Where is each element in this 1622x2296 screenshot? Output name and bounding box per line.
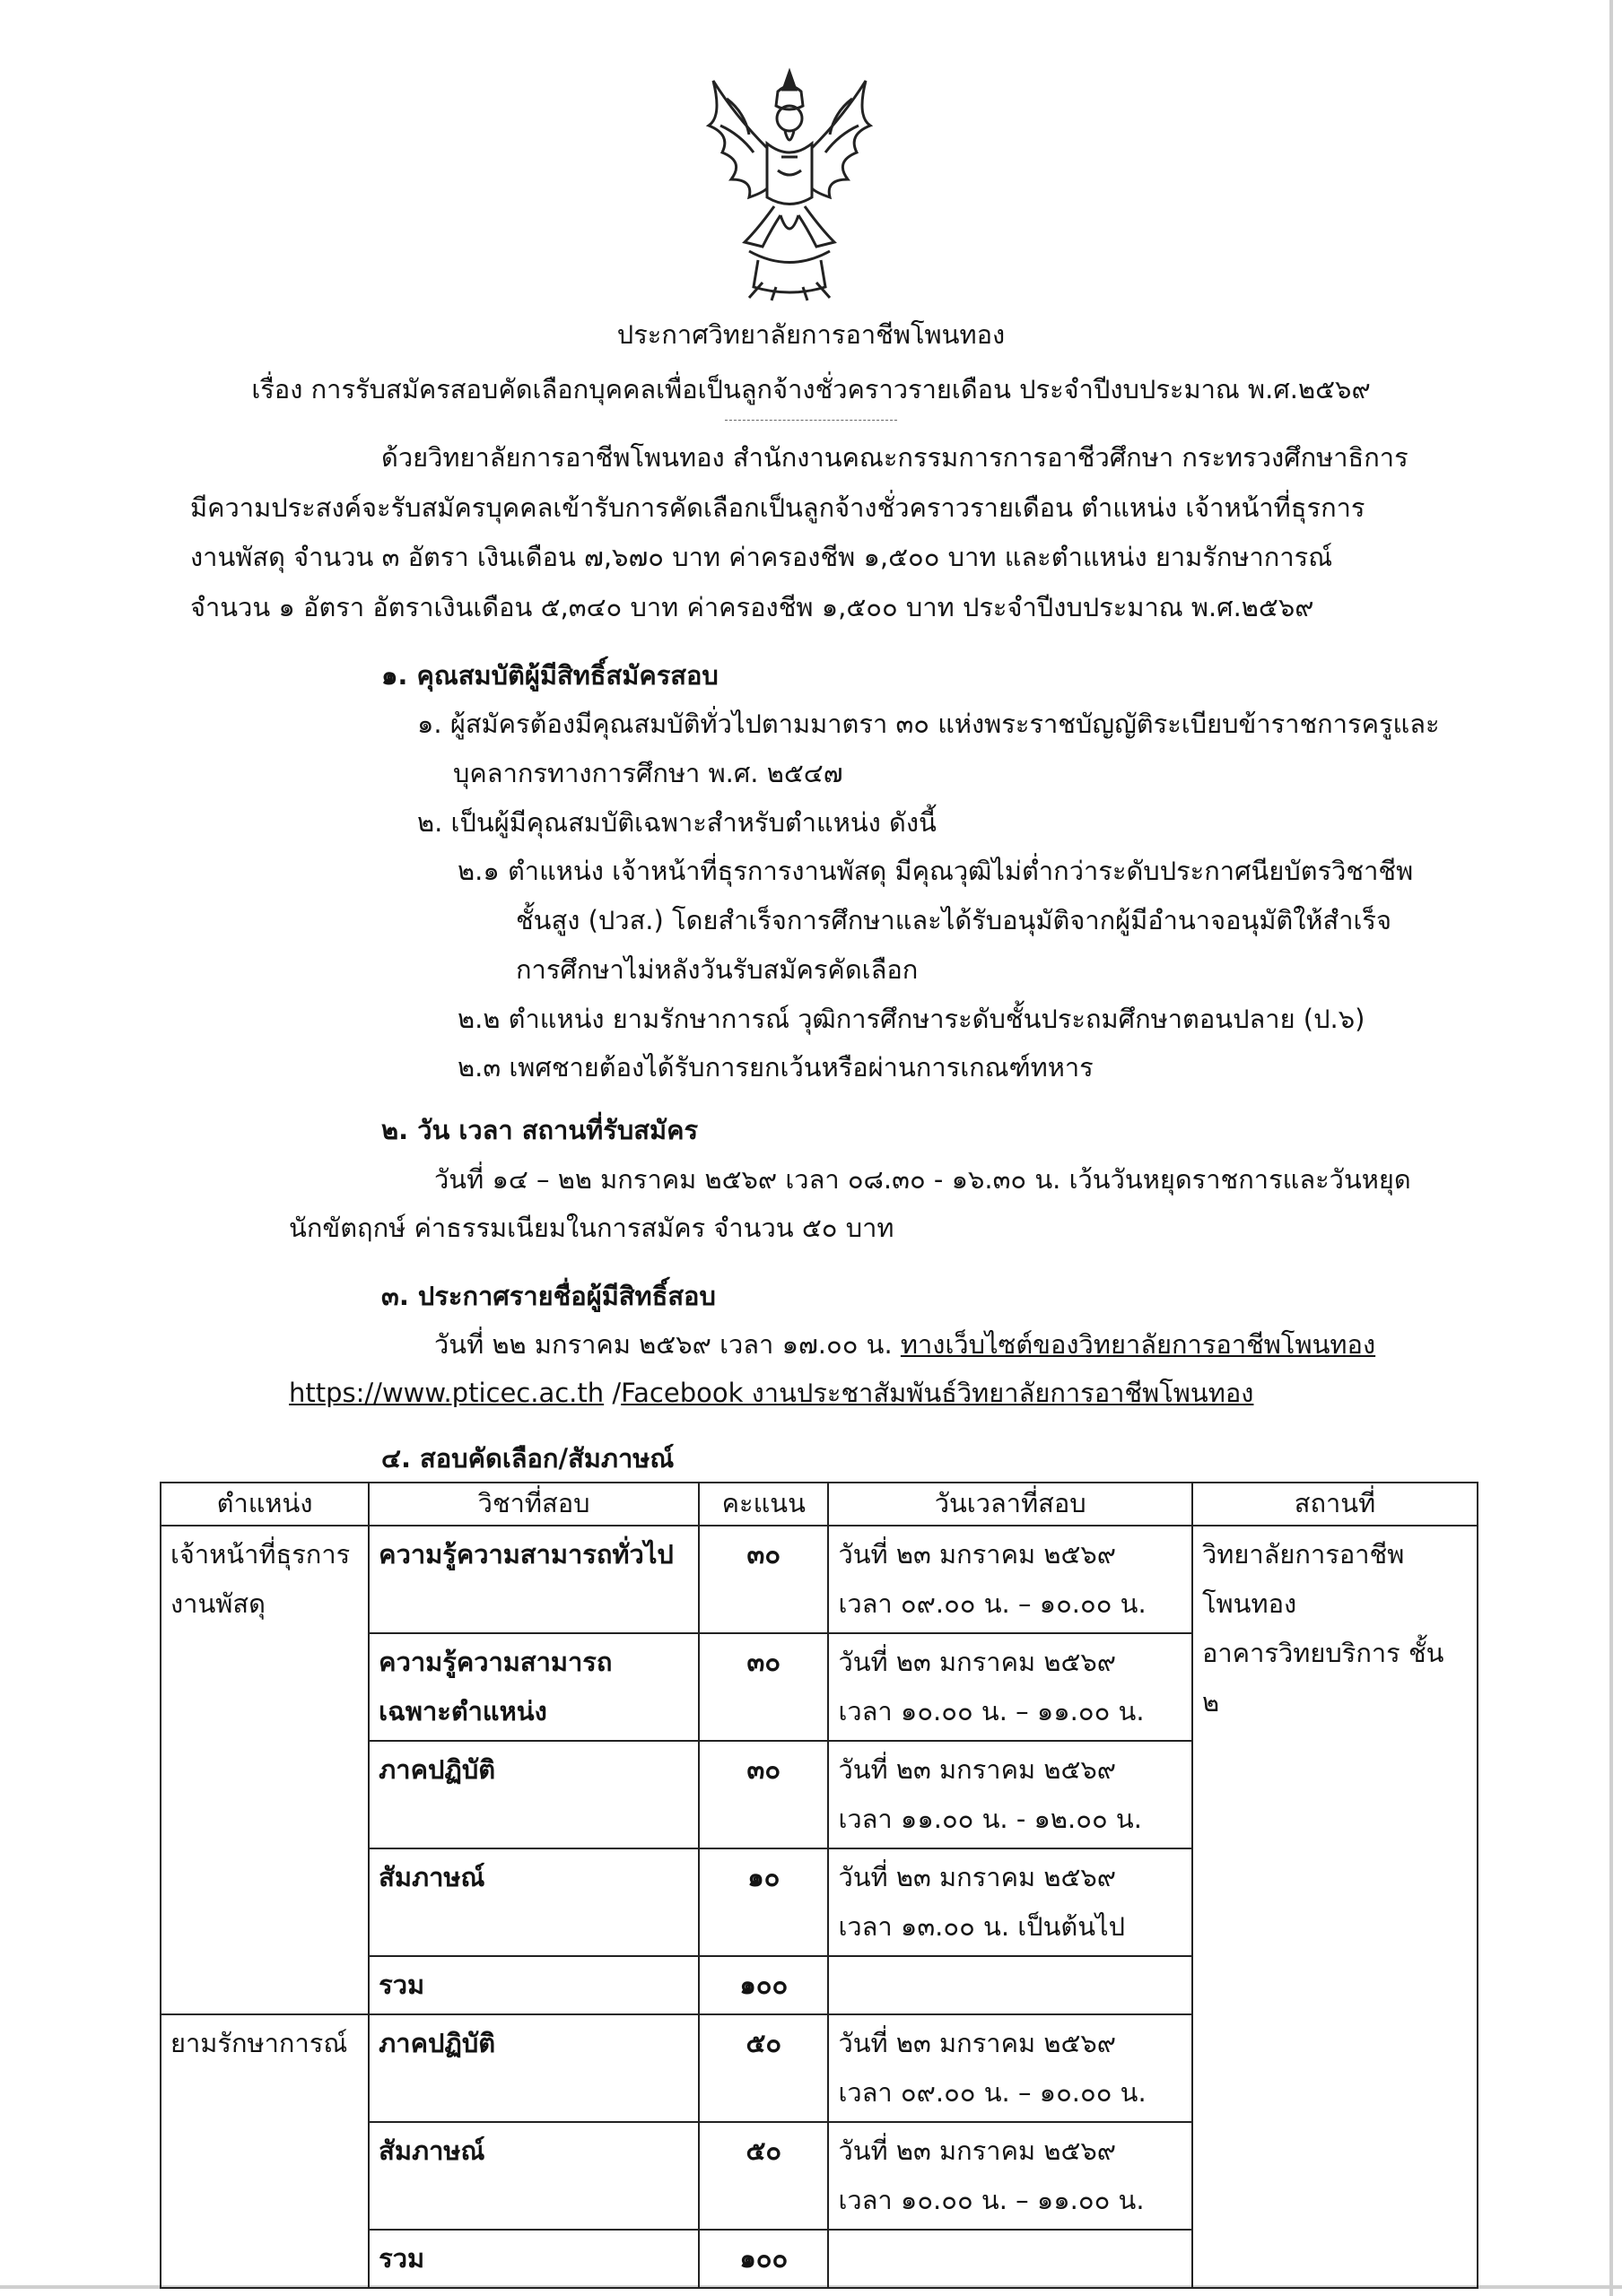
section1-heading: ๑. คุณสมบัติผู้มีสิทธิ์สมัครสอบ: [381, 660, 719, 691]
doc-subject: เรื่อง การรับสมัครสอบคัดเลือกบุคคลเพื่อเป็นลูกจ้างชั่วคราวรายเดือน ประจำปีงบประมาณ พ.ศ.๒๕๖๙: [251, 374, 1371, 404]
subject-divider: [725, 420, 897, 421]
subject-cell: สัมภาษณ์: [369, 2122, 699, 2230]
section1-item1-line1: ๑. ผู้สมัครต้องมีคุณสมบัติทั่วไปตามมาตรา ๓๐ แห่งพระราชบัญญัติระเบียบข้าราชการครูและ: [417, 709, 1440, 739]
section1-item22: ๒.๒ ตำแหน่ง ยามรักษาการณ์ วุฒิการศึกษาระดับชั้นประถมศึกษาตอนปลาย (ป.๖): [458, 1004, 1365, 1034]
datetime-cell: วันที่ ๒๓ มกราคม ๒๕๖๙ เวลา ๑๑.๐๐ น. - ๑๒.๐๐ น.: [828, 1741, 1192, 1848]
facebook-link[interactable]: Facebook งานประชาสัมพันธ์วิทยาลัยการอาชีพโพนทอง: [621, 1378, 1254, 1408]
announce-website-link[interactable]: ทางเว็บไซต์ของวิทยาลัยการอาชีพโพนทอง: [900, 1329, 1376, 1360]
subject-cell: ความรู้ความสามารถทั่วไป: [369, 1526, 699, 1633]
datetime-cell: วันที่ ๒๓ มกราคม ๒๕๖๙ เวลา ๐๙.๐๐ น. – ๑๐.๐๐ น.: [828, 1526, 1192, 1633]
section3-line1: [434, 1326, 1375, 1362]
position-cell-clerk: เจ้าหน้าที่ธุรการ งานพัสดุ: [161, 1526, 369, 2014]
section4-heading: ๔. สอบคัดเลือก/สัมภาษณ์: [381, 1443, 675, 1474]
score-cell: ๓๐: [699, 1741, 828, 1848]
score-cell: ๓๐: [699, 1526, 828, 1633]
section2-line1: วันที่ ๑๔ – ๒๒ มกราคม ๒๕๖๙ เวลา ๐๘.๓๐ - ๑๖.๓๐ น. เว้นวันหยุดราชการและวันหยุด: [434, 1164, 1411, 1195]
section1-item21-line1: ๒.๑ ตำแหน่ง เจ้าหน้าที่ธุรการงานพัสดุ มีคุณวุฒิไม่ต่ำกว่าระดับประกาศนียบัตรวิชาชีพ: [458, 856, 1414, 886]
score-cell: ๑๐: [699, 1848, 828, 1956]
score-cell: ๕๐: [699, 2122, 828, 2230]
table-header-row: [161, 1483, 1478, 1526]
datetime-cell: วันที่ ๒๓ มกราคม ๒๕๖๙ เวลา ๑๐.๐๐ น. – ๑๑.๐๐ น.: [828, 1633, 1192, 1741]
section1-item1-line2: บุคลากรทางการศึกษา พ.ศ. ๒๕๔๗: [453, 758, 843, 788]
section2-heading: ๒. วัน เวลา สถานที่รับสมัคร: [381, 1115, 699, 1145]
doc-title: ประกาศวิทยาลัยการอาชีพโพนทอง: [616, 319, 1006, 350]
datetime-cell: วันที่ ๒๓ มกราคม ๒๕๖๙ เวลา ๑๓.๐๐ น. เป็นต้นไป: [828, 1848, 1192, 1956]
total-label: รวม: [369, 1956, 699, 2014]
intro-line-4: จำนวน ๑ อัตรา อัตราเงินเดือน ๕,๓๔๐ บาท ค่าครองชีพ ๑,๕๐๐ บาท ประจำปีงบประมาณ พ.ศ.๒๕๖๙: [190, 592, 1314, 622]
section1-item21-line3: การศึกษาไม่หลังวันรับสมัครคัดเลือก: [516, 954, 919, 985]
section3-line2: [289, 1375, 1253, 1411]
intro-line-2: มีความประสงค์จะรับสมัครบุคคลเข้ารับการคัดเลือกเป็นลูกจ้างชั่วคราวรายเดือน ตำแหน่ง เจ้าหน้าที่ธุรการ: [190, 492, 1365, 523]
col-header-datetime: วันเวลาที่สอบ: [828, 1483, 1192, 1526]
exam-schedule-table: [160, 1482, 1478, 2289]
col-header-score: คะแนน: [699, 1483, 828, 1526]
link-separator: /: [604, 1378, 622, 1408]
total-score: ๑๐๐: [699, 2230, 828, 2288]
place-cell: วิทยาลัยการอาชีพโพนทอง อาคารวิทยบริการ ชั้น ๒: [1192, 1526, 1478, 2288]
section1-item2: ๒. เป็นผู้มีคุณสมบัติเฉพาะสำหรับตำแหน่ง ดังนี้: [417, 807, 937, 838]
score-cell: ๕๐: [699, 2014, 828, 2122]
position-cell-guard: ยามรักษาการณ์: [161, 2014, 369, 2288]
empty-cell: [828, 2230, 1192, 2288]
score-cell: ๓๐: [699, 1633, 828, 1741]
section1-item23: ๒.๓ เพศชายต้องได้รับการยกเว้นหรือผ่านการเกณฑ์ทหาร: [458, 1052, 1094, 1083]
subject-cell: สัมภาษณ์: [369, 1848, 699, 1956]
total-label: รวม: [369, 2230, 699, 2288]
col-header-position: ตำแหน่ง: [161, 1483, 369, 1526]
total-score: ๑๐๐: [699, 1956, 828, 2014]
datetime-cell: วันที่ ๒๓ มกราคม ๒๕๖๙ เวลา ๑๐.๐๐ น. – ๑๑.๐๐ น.: [828, 2122, 1192, 2230]
subject-cell: ภาคปฏิบัติ: [369, 1741, 699, 1848]
table-row: [161, 1526, 1478, 1633]
col-header-subject: วิชาที่สอบ: [369, 1483, 699, 1526]
empty-cell: [828, 1956, 1192, 2014]
garuda-emblem: [695, 63, 884, 305]
section2-line2: นักขัตฤกษ์ ค่าธรรมเนียมในการสมัคร จำนวน ๕๐ บาท: [289, 1213, 894, 1243]
announce-datetime: วันที่ ๒๒ มกราคม ๒๕๖๙ เวลา ๑๗.๐๐ น.: [434, 1329, 901, 1360]
col-header-place: สถานที่: [1192, 1483, 1478, 1526]
subject-cell: ภาคปฏิบัติ: [369, 2014, 699, 2122]
intro-line-3: งานพัสดุ จำนวน ๓ อัตรา เงินเดือน ๗,๖๗๐ บาท ค่าครองชีพ ๑,๕๐๐ บาท และตำแหน่ง ยามรักษาการณ์: [190, 542, 1333, 572]
subject-cell: ความรู้ความสามารถ เฉพาะตำแหน่ง: [369, 1633, 699, 1741]
section3-heading: ๓. ประกาศรายชื่อผู้มีสิทธิ์สอบ: [381, 1281, 716, 1311]
section1-item21-line2: ชั้นสูง (ปวส.) โดยสำเร็จการศึกษาและได้รับอนุมัติจากผู้มีอำนาจอนุมัติให้สำเร็จ: [516, 905, 1392, 935]
website-url-link[interactable]: https://www.pticec.ac.th: [289, 1378, 605, 1408]
intro-line-1: ด้วยวิทยาลัยการอาชีพโพนทอง สำนักงานคณะกรรมการการอาชีวศึกษา กระทรวงศึกษาธิการ: [381, 442, 1408, 473]
datetime-cell: วันที่ ๒๓ มกราคม ๒๕๖๙ เวลา ๐๙.๐๐ น. – ๑๐.๐๐ น.: [828, 2014, 1192, 2122]
